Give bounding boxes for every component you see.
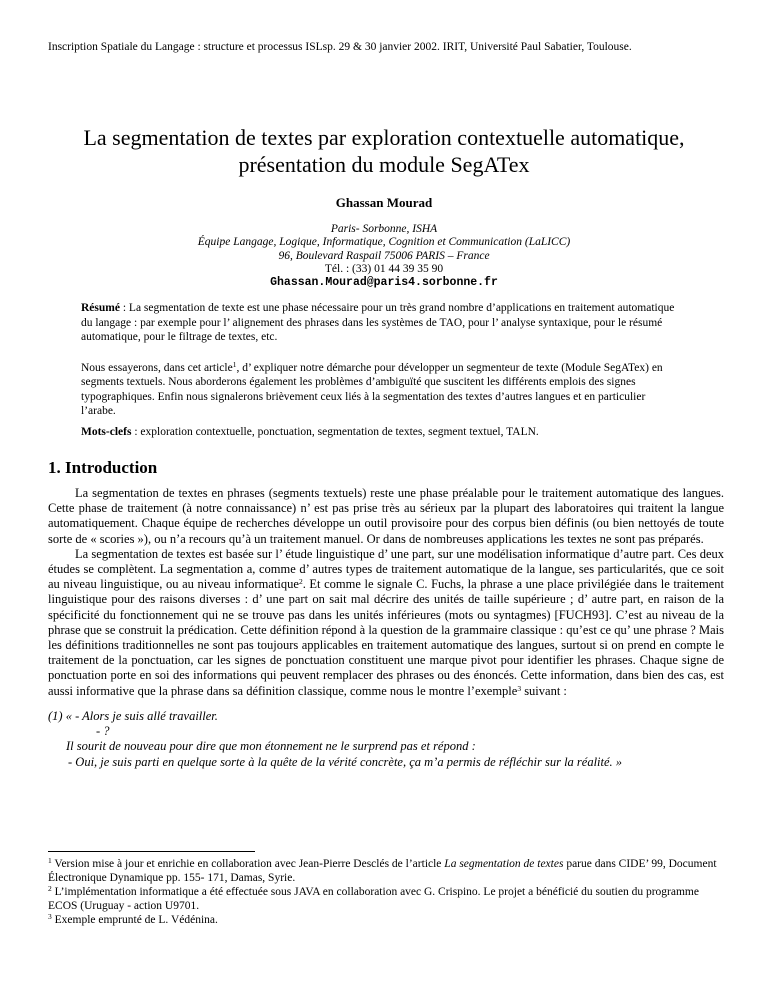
example-line: Il sourit de nouveau pour dire que mon étonnement ne le surprend pas et répond :	[66, 739, 476, 754]
footnotes	[48, 857, 724, 927]
footnote	[48, 913, 724, 927]
footnote-title: La segmentation de textes	[444, 858, 564, 870]
footnote-text: Exemple emprunté de L. Védénina.	[51, 914, 218, 926]
footnote-ref: 3	[517, 683, 522, 693]
affiliation-block	[0, 223, 768, 289]
example-quote	[48, 709, 724, 770]
affiliation-line: Paris- Sorbonne, ISHA	[330, 223, 438, 235]
abstract-paragraph	[81, 361, 681, 419]
body-paragraph	[48, 547, 724, 699]
footnote	[48, 885, 724, 913]
footnote-text: parue dans CIDE’ 99, Document Électronique Dynamique pp. 155- 171, Damas, Syrie.	[48, 858, 717, 884]
paper-title: La segmentation de textes par exploration contextuelle automatique, présentation du module SegATex	[83, 125, 685, 177]
footnote-ref: 1	[232, 359, 237, 369]
running-head: Inscription Spatiale du Langage : structure et processus ISLsp. 29 & 30 janvier 2002. IRIT, Université Paul Sabatier, Toulouse.	[48, 41, 632, 53]
body-paragraph: La segmentation de textes en phrases (segments textuels) reste une phase préalable pour le traitement automatique des langues. Cette phase de traitement (à notre connaissance) n’ est pas prise très au sérieux par la plupart des laboratoires qui traitent la langue automatiquement. Chaque équipe de recherches développe un outil provisoire pour des corpus bien définis (ou bien nettoyés de toute sorte de « scories »), ou n’a recours qu’à un traitement manuel. Or dans de nombreuses applications les textes ne sont pas préparés.	[48, 486, 724, 546]
footnote-ref: 2	[298, 577, 303, 587]
section-heading: 1. Introduction	[48, 458, 158, 477]
keywords-text: : exploration contextuelle, ponctuation, segmentation de textes, segment textuel, TALN.	[131, 426, 539, 438]
affiliation-address: 96, Boulevard Raspail 75006 PARIS – France	[278, 249, 490, 262]
keywords	[81, 425, 741, 439]
example-line: - ?	[96, 724, 110, 739]
abstract	[81, 301, 681, 435]
abstract-label: Résumé	[81, 302, 120, 314]
footnote-text: Version mise à jour et enrichie en collaboration avec Jean-Pierre Desclés de l’article	[51, 858, 445, 870]
abstract-paragraph	[81, 301, 681, 345]
keywords-label: Mots-clefs	[81, 426, 132, 438]
example-line: (1) « - Alors je suis allé travailler.	[48, 709, 218, 723]
footnote-number: 2	[48, 884, 52, 893]
body-text-run: . Et comme le signale C. Fuchs, la phrase a une place privilégiée dans le traitement linguistique pour des raisons diverses : d’ une part on sait mal décrire des unités de taille supérieure ; d’ autre part, en raison de la spécificité du fonctionnement qui ne se trouve pas dans les unités inférieures (mots ou syntagmes) [FUCH93]. C’est au niveau de la phrase que se construit la prédication. Cette définition répond à la question de la grammaire classique : qu’est ce qu’ une phrase ? Mais les définitions traditionnelles ne sont pas toujours applicables en traitement automatique des langues, surtout si on prend en compte le traitement de la ponctuation, car les signes de ponctuation constituent une marque pivot pour identifier les phrases. Chaque signe de ponctuation porte en soi des informations qui peuvent remplacer des phrases ou des énoncés. Cette information, dans bien des cas, est aussi informative que la phrase dans sa définition classique, comme nous le montre l’exemple	[48, 577, 724, 698]
footnote-text: L’implémentation informatique a été effectuée sous JAVA en collaboration avec G. Crispino. Le projet a bénéficié du soutien du programme ECOS (Uruguay - action U9701.	[48, 886, 699, 912]
author-name: Ghassan Mourad	[335, 195, 433, 210]
body-text-run: La segmentation de textes est basée sur l’ étude linguistique d’ une part, sur une modélisation informatique d’autre part. Ces deux études se complètent. La segmentation a, comme d’ autres types de traitement automatique de la langue, ses particularités, que ce soit au niveau linguistique, ou au niveau informatique	[48, 546, 724, 592]
footnote-number: 1	[48, 856, 52, 865]
abstract-text: : La segmentation de texte est une phase nécessaire pour un très grand nombre d’applications en traitement automatique du langage : par exemple pour l’ alignement des phrases dans les systèmes de TAO, pour l’ analyse syntaxique, pour le résumé automatique, pour le filtrage de textes, etc.	[81, 302, 675, 343]
abstract-text: Nous essayerons, dans cet article	[81, 361, 233, 374]
affiliation-line: Équipe Langage, Logique, Informatique, Cognition et Communication (LaLICC)	[197, 236, 571, 249]
author-email: Ghassan.Mourad@paris4.sorbonne.fr	[270, 276, 498, 290]
affiliation-phone: Tél. : (33) 01 44 39 35 90	[324, 262, 444, 275]
footnote	[48, 857, 724, 885]
footnote-rule	[48, 851, 255, 852]
body-text	[48, 486, 724, 699]
footnote-number: 3	[48, 912, 52, 921]
body-text-run: suivant :	[521, 683, 567, 698]
abstract-text: , d’ expliquer notre démarche pour développer un segmenteur de texte (Module SegATex) en segments textuels. Nous aborderons également les problèmes d’ambiguïté que suscitent les différents emplois des signes typographiques. Enfin nous signalerons brièvement ceux liés à la segmentation des textes d’autres langues et en particulier l’arabe.	[81, 361, 663, 417]
example-line: - Oui, je suis parti en quelque sorte à la quête de la vérité concrète, ça m’a permis de réfléchir sur la réalité. »	[68, 754, 623, 769]
